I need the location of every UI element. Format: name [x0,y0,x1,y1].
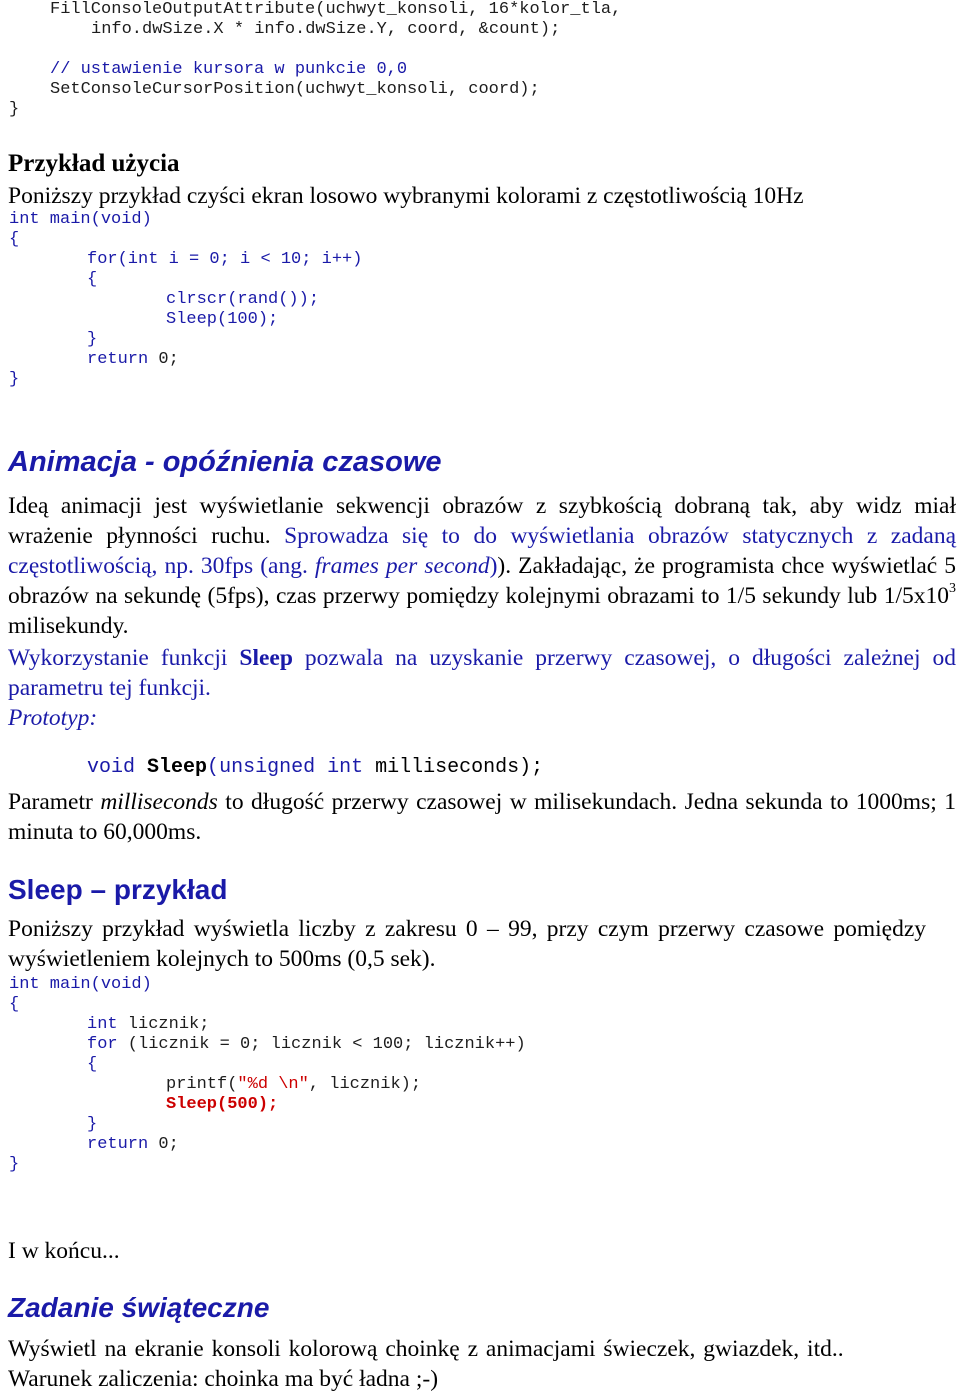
code-line: clrscr(rand()); [166,290,320,309]
code-text: milliseconds); [363,756,544,779]
task-line: Wyświetl na ekranie konsoli kolorową choinkę z animacjami świeczek, gwiazdek, itd.. [8,1336,844,1362]
code-line: FillConsoleOutputAttribute(uchwyt_konsoli, 16*kolor_tla, [50,0,622,19]
code-text: main(void) [39,210,152,229]
ending-text: I w końcu... [8,1238,120,1264]
paragraph-text: ). Zakładając, że programista chce wyświetlać 5 obrazów na sekundę (5fps), czas przerwy pomiędzy kolejnymi obrazami to 1/5 sekundy lub 1/5x10 [8,553,956,609]
code-text: 0; [148,350,179,369]
code-brace: } [9,100,20,119]
code-brace: { [9,995,20,1014]
paragraph [8,491,956,641]
code-line [87,1135,179,1155]
task-line: Warunek zaliczenia: choinka ma być ładna ;-) [8,1366,439,1392]
code-brace: { [9,230,20,249]
section-description: Poniższy przykład wyświetla liczby z zakresu 0 – 99, przy czym przerwy czasowe pomiędzy wyświetleniem kolejnych to 500ms (0,5 sek). [8,916,926,972]
code-keyword: return [87,350,149,369]
code-line: SetConsoleCursorPosition(uchwyt_konsoli, coord); [50,80,540,99]
code-brace: { [87,270,98,289]
code-keyword: for [87,1035,118,1054]
paragraph-text: to długość przerwy czasowej w milisekundach. Jedna sekunda to 1000ms; 1 minuta to 60,000ms. [8,789,956,845]
code-brace: } [87,330,98,349]
code-line: Sleep(500); [166,1095,279,1114]
code-line [87,350,179,370]
code-line [87,1015,209,1035]
paragraph-italic: frames per second [314,553,490,579]
code-line [9,210,152,230]
section-description: Poniższy przykład czyści ekran losowo wybranymi kolorami z częstotliwością 10Hz [8,183,804,209]
code-text: printf( [166,1075,238,1094]
code-brace: } [87,1115,98,1134]
paragraph-text: milisekundy. [8,613,129,639]
code-comment: // ustawienie kursora w punkcie 0,0 [50,60,408,79]
code-keyword: int [87,1015,118,1034]
paragraph-italic: milliseconds [100,789,218,815]
code-text: (licznik = 0; licznik < 100; licznik++) [117,1035,526,1054]
code-text: ( [207,756,220,779]
code-text: licznik; [117,1015,210,1034]
code-keyword: void [87,756,136,779]
paragraph-text: ) [489,553,498,579]
code-line: Sleep(100); [166,310,279,329]
paragraph-text: Wykorzystanie funkcji [8,645,240,671]
code-keyword: int [327,756,364,779]
code-keyword: unsigned [219,756,316,779]
code-line: info.dwSize.X * info.dwSize.Y, coord, &count); [91,20,561,39]
section-heading: Przykład użycia [8,150,180,177]
code-keyword: int [9,975,40,994]
paragraph [8,787,956,847]
paragraph-text: Ideą animacji jest wyświetlanie sekwencji obrazów z szybkością dobraną tak, aby widz miał wrażenie płynności ruchu. [8,493,956,549]
code-function-name: Sleep [147,756,208,779]
code-brace: { [87,1055,98,1074]
prototype-code [87,733,543,779]
section-heading: Animacja - opóźnienia czasowe [8,446,442,478]
code-text: 0; [148,1135,179,1154]
code-line [87,250,362,270]
code-line [87,1035,526,1055]
code-text: main(void) [39,975,152,994]
section-heading: Sleep – przykład [8,874,228,905]
paragraph-text: Sprowadza się to do wyświetlania obrazów statycznych z zadaną częstotliwością, np. 30fps (ang. [8,523,956,579]
code-brace: } [9,370,20,389]
section-heading: Zadanie świąteczne [8,1292,270,1323]
code-text: i = 0; i < 10; i++) [158,250,363,269]
code-line [9,975,152,995]
code-text: , licznik); [308,1075,422,1094]
code-keyword: for(int [87,250,159,269]
paragraph-text: Parametr [8,789,101,815]
prototype-label: Prototyp: [8,705,98,731]
code-keyword: return [87,1135,149,1154]
paragraph-bold: Sleep [239,645,293,671]
code-line [166,1075,421,1095]
code-keyword: int [9,210,40,229]
paragraph-text: pozwala na uzyskanie przerwy czasowej, o długości zależnej od parametru tej funkcji. [8,645,956,701]
superscript: 3 [949,581,956,597]
code-brace: } [9,1155,20,1174]
paragraph [8,643,956,703]
code-string: "%d \n" [237,1075,309,1094]
